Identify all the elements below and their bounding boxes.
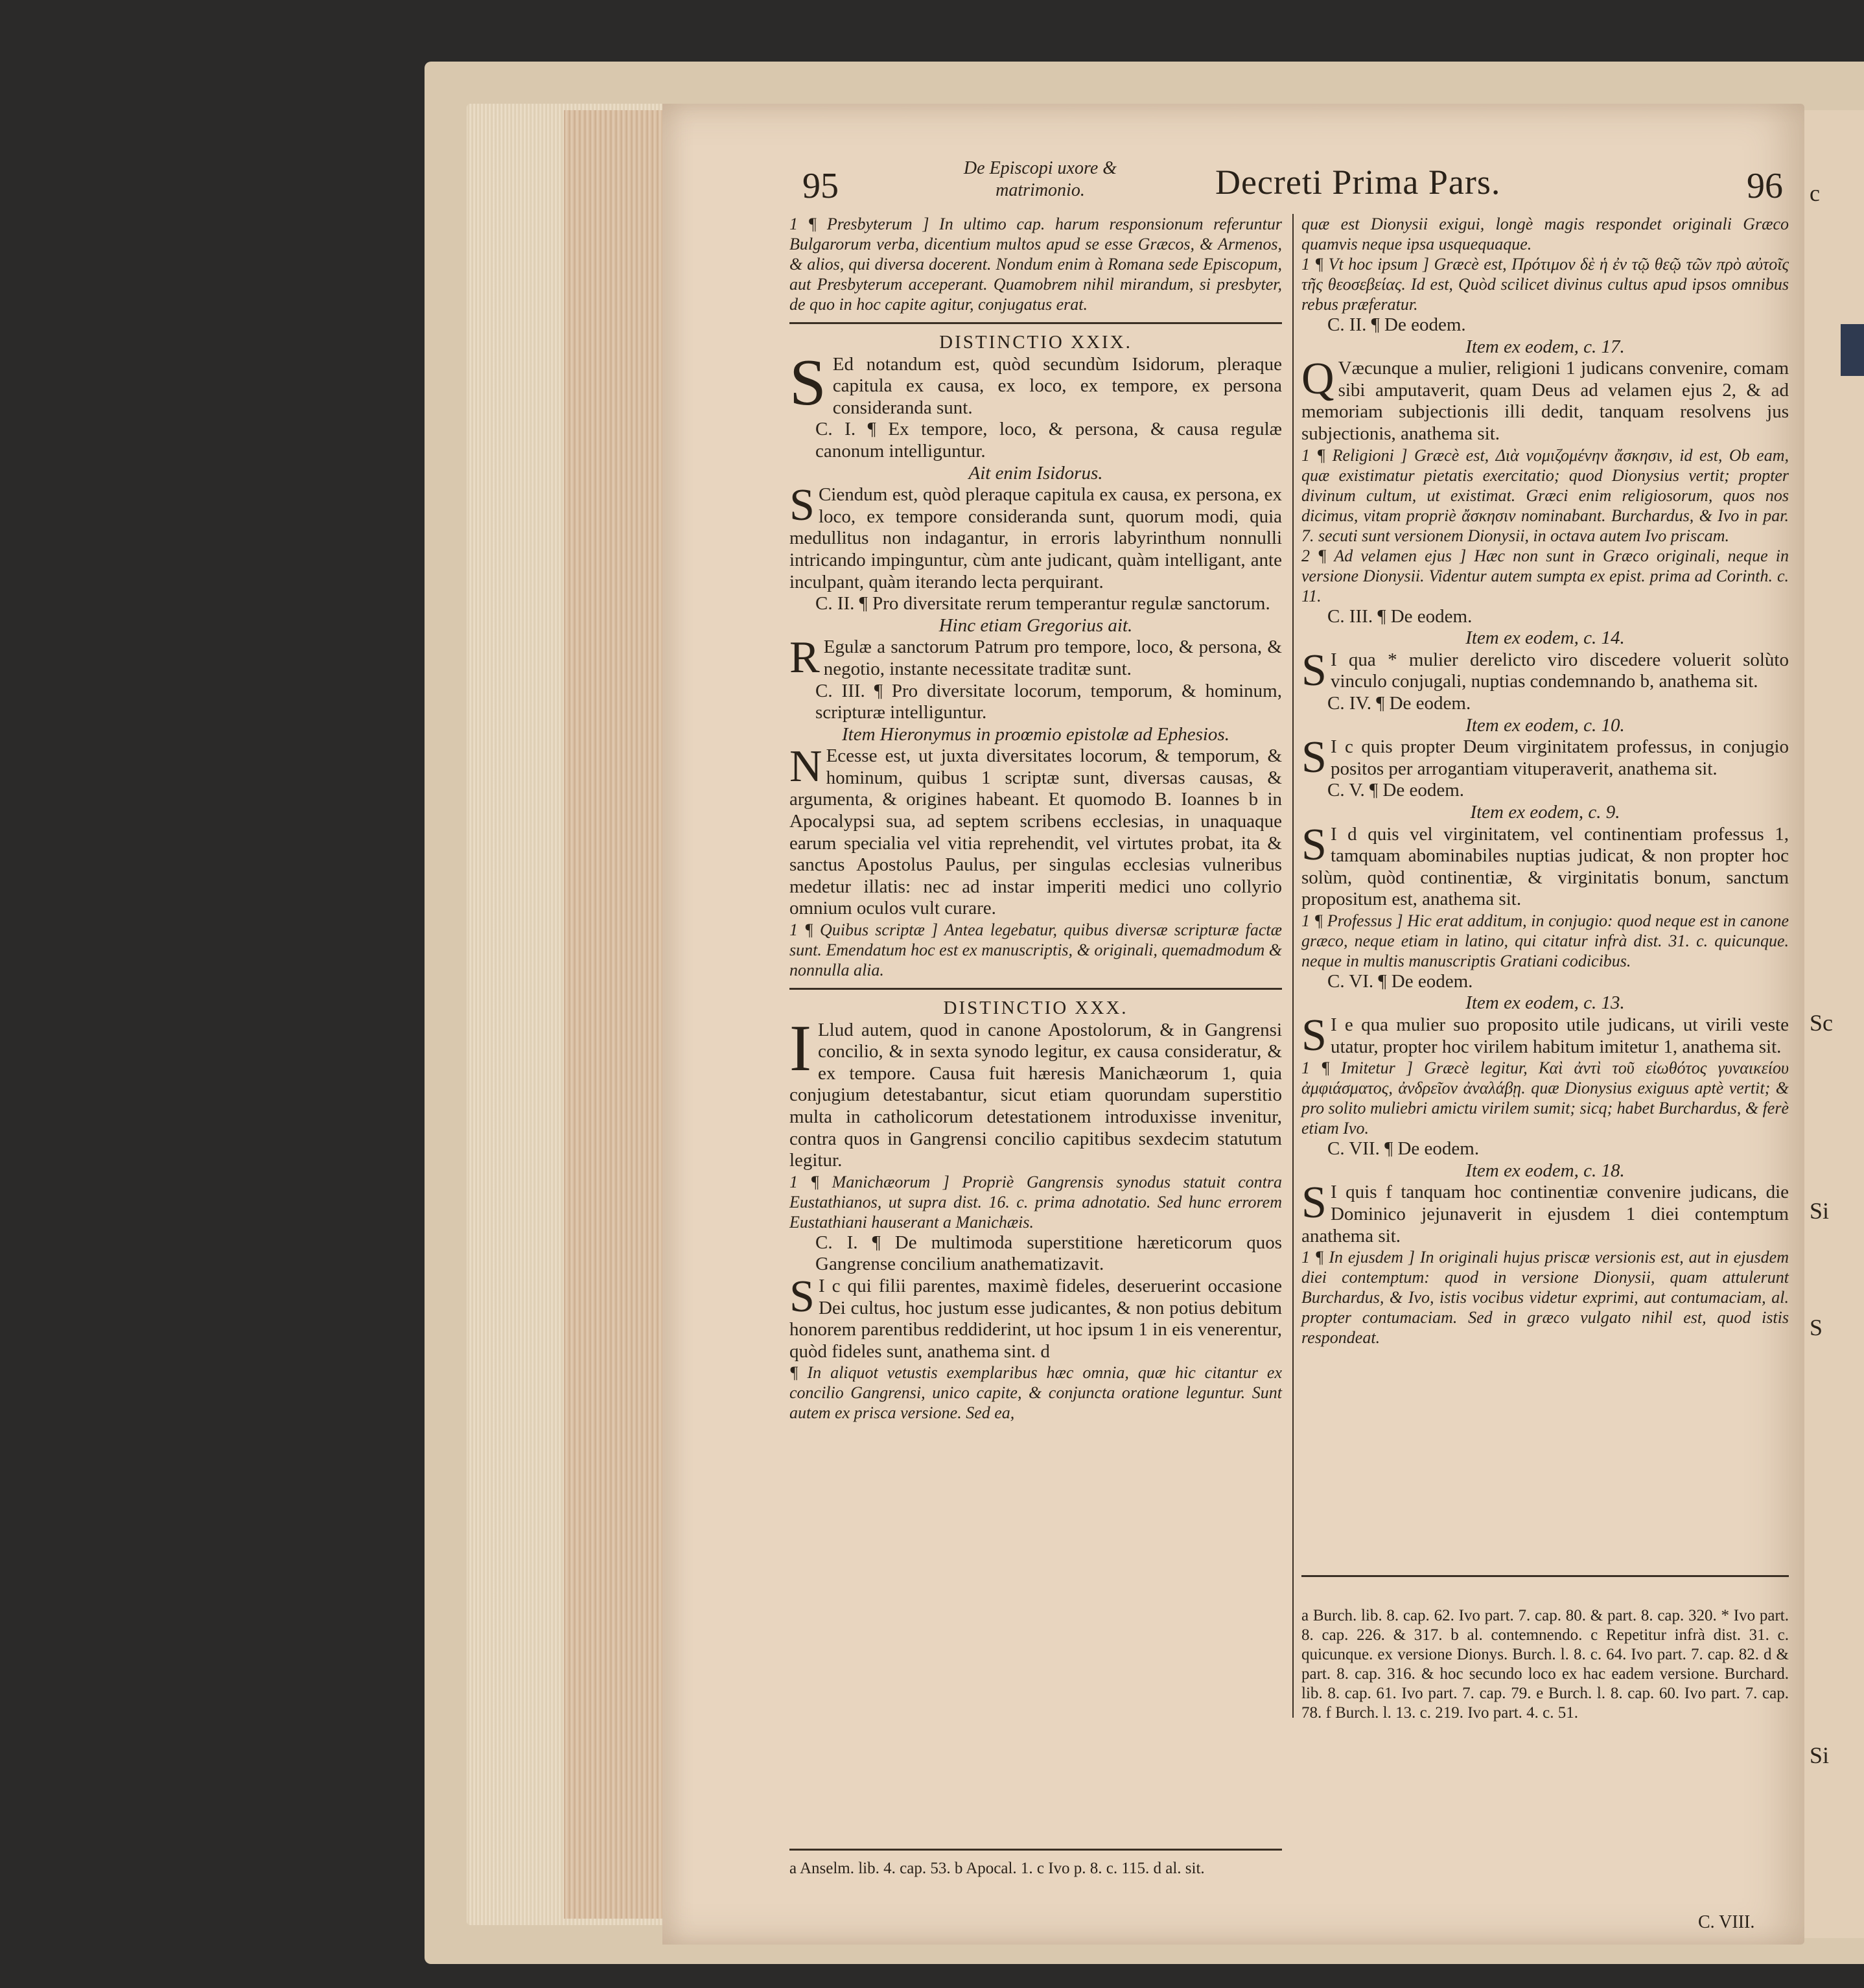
body-paragraph (1301, 819, 1789, 911)
source-line (1301, 715, 1789, 737)
paragraph-text: C. II. ¶ Pro diversitate rerum temperantur regulæ sanctorum. (815, 593, 1270, 614)
chapter-heading (815, 419, 1282, 462)
annotation-paragraph (1301, 214, 1789, 254)
paragraph-text: Item ex eodem, c. 9. (1470, 801, 1620, 823)
drop-initial: S (1301, 645, 1327, 696)
paragraph-text: DISTINCTIO XXIX. (939, 332, 1132, 353)
paragraph-text: 1 ¶ Religioni ] Græcè est, Διὰ νομιζομένην ἄσκησιν, id est, Ob eam, quæ existimatur pietatis exercitatio; quod Dionysius vertit; propter divinum cultum, ut existimat. Græci enim religiosorum, quos nos dicimus, vitam propriè ἄσκησιν nominabant. Burchardus, & Ivo in par. 7. secuti sunt versionem Dionysii, in octava autem Ivo priscam. (1301, 445, 1789, 545)
fragment-text: Si (1810, 1742, 1830, 1768)
source-line (1301, 1160, 1789, 1182)
paragraph-text: Item ex eodem, c. 18. (1465, 1160, 1625, 1181)
body-paragraph (789, 1011, 1282, 1172)
paragraph-text: I c quis propter Deum virginitatem professus, in conjugio positos per arrogantiam vituperaverit, anathema sit. (1330, 736, 1789, 779)
left-column (789, 214, 1282, 1423)
paragraph-text: C. III. ¶ Pro diversitate locorum, temporum, & hominum, scripturæ intelliguntur. (815, 680, 1282, 723)
drop-initial: Q (1301, 354, 1334, 404)
paragraph-text: quæ est Dionysii exigui, longè magis respondet originali Græco quamvis neque ipsa usquequaque. (1301, 215, 1789, 253)
drop-initial: N (789, 742, 822, 792)
running-head-italic: De Episcopi uxore & matrimonio. (963, 158, 1117, 200)
catchword: C. VIII. (1698, 1912, 1755, 1932)
annotation-paragraph (1301, 911, 1789, 971)
body-paragraph (789, 345, 1282, 419)
source-line (1301, 627, 1789, 649)
paragraph-text: ¶ In aliquot vetustis exemplaribus hæc omnia, quæ hic citantur ex concilio Gangrensi, unico capite, & conjuncta oratione leguntur. Sunt autem ex prisca versione. Sed ea, (789, 1363, 1282, 1423)
source-line (789, 463, 1282, 485)
facing-page-fragment (1804, 110, 1864, 1938)
fragment-text: S (1810, 1315, 1823, 1340)
annotation-paragraph (1301, 546, 1789, 606)
chapter-heading (1327, 693, 1789, 715)
drop-initial: R (789, 633, 820, 683)
annotation-paragraph (1301, 254, 1789, 314)
section-rule (789, 322, 1282, 324)
paragraph-text: C. VI. ¶ De eodem. (1327, 970, 1473, 992)
annotation-paragraph (1301, 445, 1789, 546)
paragraph-text: DISTINCTIO XXX. (943, 998, 1128, 1019)
running-title: Decreti Prima Pars. (1215, 163, 1501, 202)
paragraph-text: Ait enim Isidorus. (968, 462, 1103, 484)
paragraph-text: Item ex eodem, c. 13. (1465, 992, 1625, 1014)
annotation-paragraph (789, 1362, 1282, 1423)
annotation-paragraph (789, 920, 1282, 980)
paragraph-text: 1 ¶ In ejusdem ] In originali hujus priscæ versionis est, aut in ejusdem diei contemptum: quod in versione Dionysii, quam attulerunt Burchardus, & Ivo, istis vocibus videtur exprimi, aut contumaciam, al. propter contumaciam. Sed in græco vulgato nihil est, quod istis respondeat. (1301, 1248, 1789, 1348)
page-block (564, 110, 674, 1919)
paragraph-text: 1 ¶ Imitetur ] Græcè legitur, Καὶ ἀντὶ τοῦ εἰωθότος γυναικείου ἀμφιάσματος, ἀνδρεῖον ἀναλάβῃ. quæ Dionysius exiguus aptè vertit; & pro solito muliebri amictu virilem sumit; sicq; habet Burchardus, & ferè etiam Ivo. (1301, 1058, 1789, 1138)
body-paragraph (1301, 732, 1789, 783)
annotation-paragraph (789, 214, 1282, 314)
paragraph-text: Ecesse est, ut juxta diversitates locorum, & temporum, & hominum, quibus 1 scriptæ sunt, diversas causas, & argumenta, & origines habeant. Et quomodo B. Ioannes b in Apocalypsi sua, ad septem scribens ecclesias, in unaquaque earum specialia vel vitia reprehendit, vel virtutes probat, ita & sanctus Apostolus Paulus, per singulas ecclesias vulneribus medetur illatis: nec ad instar imperiti medici uno collyrio omnium oculos vult curare. (789, 745, 1282, 919)
body-paragraph (789, 633, 1282, 683)
paragraph-text: Ciendum est, quòd pleraque capitula ex causa, ex persona, ex loco, ex tempore consideranda sunt, quorum modi, quia medullitus non indagantur, in erroris labyrinthum nonnulli intricando impinguntur, cùm ante judicant, quàm intelligant, ante inculpant, quàm iterando lecta perquirant. (789, 484, 1282, 592)
body-paragraph (1301, 1178, 1789, 1247)
fragment-text: Si (1810, 1198, 1830, 1224)
footnotes-right: a Burch. lib. 8. cap. 62. Ivo part. 7. cap. 80. & part. 8. cap. 320. * Ivo part. 8. cap. 226. & 317. b al. contemnendo. c Repetitur infrà dist. 31. c. quicunque. ex versione Dionys. Burch. l. 8. c. 64. Ivo part. 7. cap. 82. d & part. 8. cap. 316. & hoc secundo loco ex hac eadem versione. Burchard. lib. 8. cap. 61. Ivo part. 7. cap. 79. e Burch. l. 8. cap. 60. Ivo part. 7. cap. 78. f Burch. l. 13. c. 219. Ivo part. 4. c. 51. (1301, 1607, 1789, 1722)
chapter-heading (1327, 1138, 1789, 1160)
footnote-rule-right (1301, 1575, 1789, 1577)
paragraph-text: Item ex eodem, c. 14. (1465, 627, 1625, 649)
paragraph-text: Egulæ a sanctorum Patrum pro tempore, loco, & persona, & negotio, instante necessitate traditæ sunt. (823, 637, 1282, 679)
column-divider (1292, 214, 1294, 1718)
paragraph-text: I e qua mulier suo proposito utile judicans, ut virili veste utatur, propter hoc virilem habitum imitetur 1, anathema sit. (1330, 1014, 1789, 1057)
paragraph-text: Item ex eodem, c. 17. (1465, 336, 1625, 357)
body-paragraph (789, 1271, 1282, 1362)
drop-initial: S (1301, 732, 1327, 783)
paragraph-text: Ed notandum est, quòd secundùm Isidorum, pleraque capitula ex causa, ex loco, ex tempore, ex persona consideranda sunt. (832, 353, 1282, 418)
paragraph-text: Væcunque a mulier, religioni 1 judicans convenire, comam sibi amputaverit, quam Deus ad velamen ejus 2, & ad memoriam subjectionis illi dedit, tanquam resolvens jus subjectionis, anathema sit. (1301, 358, 1789, 444)
chapter-heading (1327, 606, 1789, 628)
paragraph-text: Item Hieronymus in proœmio epistolæ ad Ephesios. (842, 723, 1229, 745)
paragraph-text: C. II. ¶ De eodem. (1327, 314, 1466, 335)
paragraph-text: C. V. ¶ De eodem. (1327, 780, 1465, 801)
drop-initial: S (789, 1271, 815, 1322)
source-line (789, 615, 1282, 637)
body-paragraph (1301, 1011, 1789, 1061)
section-rule (789, 988, 1282, 990)
paragraph-text: Llud autem, quod in canone Apostolorum, & in Gangrensi concilio, & in sexta synodo legitur, ex causa consideratur, & ex tempore. Causa fuit hæresis Manichæorum 1, quia conjugium detestabantur, sicut etiam quorundam superstitio multa in catholicorum detestationem introduxisse invenitur, contra quos in Gangrensi concilio capitibus sexdecim statutum legitur. (789, 1019, 1282, 1171)
body-paragraph (1301, 645, 1789, 696)
body-paragraph (789, 742, 1282, 920)
paragraph-text: C. I. ¶ Ex tempore, loco, & persona, & causa regulæ canonum intelliguntur. (815, 419, 1282, 462)
paragraph-text: 2 ¶ Ad velamen ejus ] Hæc non sunt in Græco originali, neque in versione Dionysii. Videntur autem sumpta ex epist. prima ad Corinth. c. 11. (1301, 546, 1789, 605)
drop-initial: S (789, 480, 815, 531)
paragraph-text: Hinc etiam Gregorius ait. (938, 614, 1133, 636)
paragraph-text: C. VII. ¶ De eodem. (1327, 1138, 1480, 1160)
paragraph-text: C. I. ¶ De multimoda superstitione hæreticorum quos Gangrense concilium anathematizavit. (815, 1232, 1282, 1275)
fragment-text: c (1810, 180, 1820, 206)
chapter-heading (815, 593, 1282, 615)
bookmark-tab (1841, 324, 1864, 376)
folio-left: 95 (802, 166, 839, 206)
paragraph-text: C. III. ¶ De eodem. (1327, 605, 1473, 627)
annotation-paragraph (1301, 1247, 1789, 1348)
chapter-heading (815, 681, 1282, 724)
fragment-text: Sc (1810, 1010, 1833, 1036)
folio-right: 96 (1747, 166, 1783, 206)
footnote-rule-left (789, 1849, 1282, 1851)
drop-initial: S (789, 345, 826, 419)
footnotes-left: a Anselm. lib. 4. cap. 53. b Apocal. 1. c Ivo p. 8. c. 115. d al. sit. (789, 1860, 1205, 1877)
source-line (1301, 992, 1789, 1014)
paragraph-text: I qua * mulier derelicto viro discedere voluerit solùto vinculo conjugali, nuptias condemnando b, anathema sit. (1330, 649, 1789, 692)
drop-initial: S (1301, 1178, 1327, 1228)
chapter-heading (1327, 780, 1789, 802)
paragraph-text: I c qui filii parentes, maximè fideles, deseruerint occasione Dei cultus, hoc justum esse judicantes, & non potius debitum honorem parentibus reddiderint, ut hoc ipsum 1 in eis venerentur, quòd fideles sunt, anathema sint. d (789, 1275, 1282, 1362)
annotation-paragraph (789, 1172, 1282, 1232)
paragraph-text: 1 ¶ Professus ] Hic erat additum, in conjugio: quod neque est in canone græco, neque etiam in latino, qui citatur infrà dist. 31. c. quicunque. neque in multis manuscriptis Gratiani codicibus. (1301, 911, 1789, 970)
paragraph-text: 1 ¶ Presbyterum ] In ultimo cap. harum responsionum referuntur Bulgarorum verba, dicentium multos apud se esse Græcos, & Armenos, & alios, qui diversa docerent. Nondum enim à Romana sede Episcopum, aut Presbyterum acceperant. Quamobrem nihil mirandum, si presbyter, de quo in hoc capite agitur, conjugatus erat. (789, 215, 1282, 314)
distinctio-heading (789, 332, 1282, 354)
body-paragraph (789, 480, 1282, 593)
chapter-heading (1327, 314, 1789, 336)
paragraph-text: 1 ¶ Quibus scriptæ ] Antea legebatur, quibus diversæ scripturæ factæ sunt. Emendatum hoc est ex manuscriptis, & originali, quemadmodum & nonnulla alia. (789, 920, 1282, 980)
paragraph-text: I quis f tanquam hoc continentiæ convenire judicans, die Dominico jejunaverit in ejusdem 1 diei contemptum anathema sit. (1301, 1182, 1789, 1246)
chapter-heading (815, 1232, 1282, 1276)
paragraph-text: Item ex eodem, c. 10. (1465, 714, 1625, 736)
source-line (789, 724, 1282, 746)
paragraph-text: C. IV. ¶ De eodem. (1327, 692, 1471, 714)
drop-initial: S (1301, 1011, 1327, 1061)
annotation-paragraph (1301, 1058, 1789, 1138)
drop-initial: S (1301, 819, 1327, 870)
right-column (1301, 214, 1789, 1348)
source-line (1301, 336, 1789, 358)
paragraph-text: I d quis vel virginitatem, vel continentiam professus 1, tamquam abominabiles nuptias judicat, & non propter hoc solùm, quòd continentiæ, & virginitatis bonum, sanctum propositum est, anathema sit. (1301, 823, 1789, 910)
chapter-heading (1327, 971, 1789, 993)
drop-initial: I (789, 1011, 811, 1085)
body-paragraph (1301, 354, 1789, 445)
paragraph-text: 1 ¶ Manichæorum ] Propriè Gangrensis synodus statuit contra Eustathianos, ut supra dist. 16. c. prima adnotatio. Sed hunc errorem Eustathiani hauserant a Manichæis. (789, 1172, 1282, 1232)
paragraph-text: 1 ¶ Vt hoc ipsum ] Græcè est, Πρότιμον δὲ ἡ ἐν τῷ θεῷ τῶν πρὸ αὐτοῖς τῆς θεοσεβείας. Id est, Quòd scilicet divinus cultus apud ipsos omnibus rebus præferatur. (1301, 255, 1789, 314)
distinctio-heading (789, 998, 1282, 1020)
source-line (1301, 802, 1789, 824)
